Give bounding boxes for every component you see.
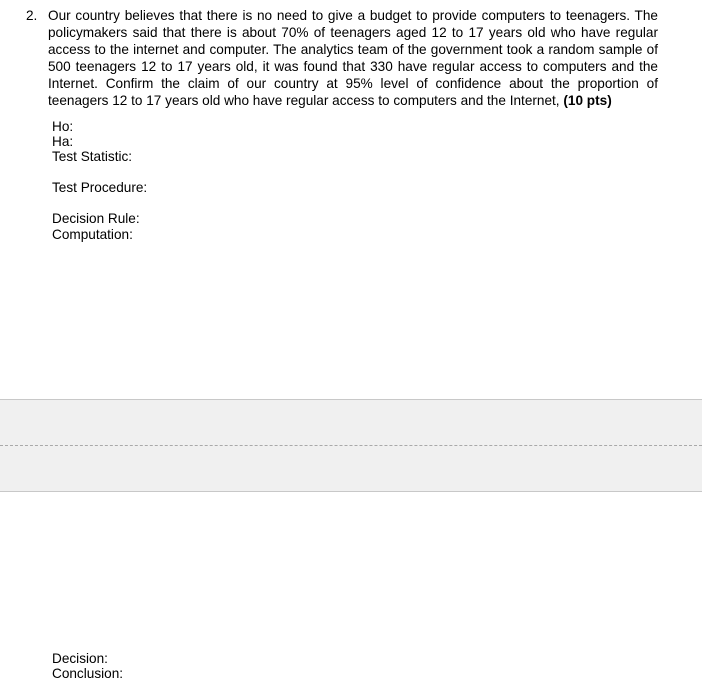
question-text: Our country believes that there is no need to give a budget to provide computers to teenagers. The policymakers said that there is about 70% of teenagers aged 12 to 17 years old who have regular access to the internet and computer. The analytics team of the government took a random sample of 500 teenagers 12 to 17 years old, it was found that 330 have regular access to computers and the Internet. Confirm the claim of our country at 95% level of confidence about the proportion of teenagers 12 to 17 years old who have regular access to computers and the Internet, — [48, 8, 658, 109]
ha-label: Ha: — [52, 134, 74, 149]
page-break-band-top — [0, 399, 702, 446]
conclusion-label: Conclusion: — [52, 666, 124, 681]
page-break-band-bottom — [0, 446, 702, 492]
computation-label: Computation: — [52, 227, 133, 242]
ho-label: Ho: — [52, 119, 74, 134]
question-number: 2. — [26, 8, 38, 23]
question-block — [26, 7, 658, 110]
test-statistic-label: Test Statistic: — [52, 149, 133, 164]
decision-label: Decision: — [52, 651, 108, 666]
test-procedure-label: Test Procedure: — [52, 180, 148, 195]
decision-rule-label: Decision Rule: — [52, 211, 140, 226]
question-text-block — [48, 7, 658, 110]
question-points: (10 pts) — [563, 93, 612, 109]
